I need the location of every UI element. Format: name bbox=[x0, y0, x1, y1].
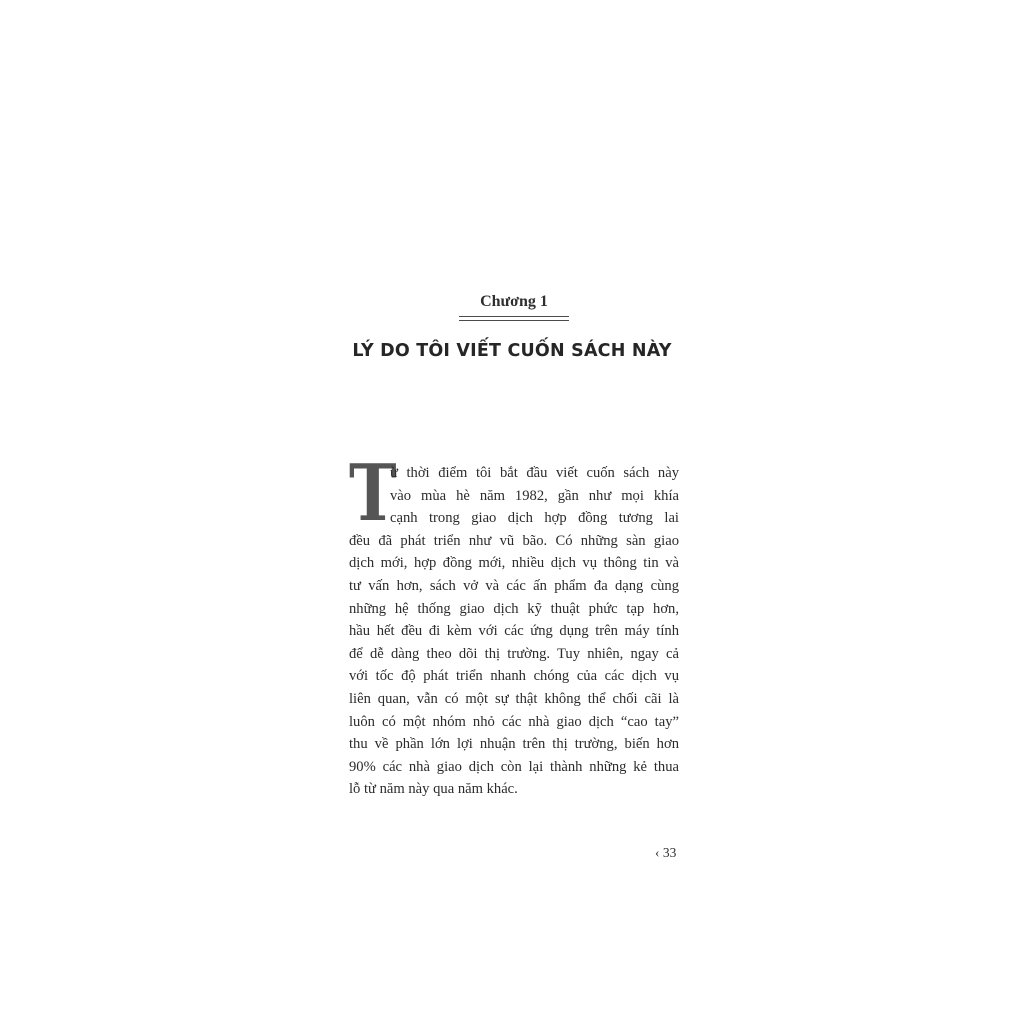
body-line: tư vấn hơn, sách vở và các ấn phẩm đa dạng cùng bbox=[349, 577, 679, 594]
body-line: ừ thời điểm tôi bắt đầu viết cuốn sách này bbox=[390, 465, 679, 481]
body-line: cạnh trong giao dịch hợp đồng tương lai bbox=[390, 510, 679, 527]
body-line: hầu hết đều đi kèm với các ứng dụng trên máy tính bbox=[349, 623, 679, 640]
drop-cap: T bbox=[349, 448, 397, 539]
chapter-divider bbox=[459, 316, 569, 321]
body-paragraph bbox=[349, 448, 679, 801]
body-line: những hệ thống giao dịch kỹ thuật phức tạp hơn, bbox=[349, 600, 679, 617]
body-line: để dễ dàng theo dõi thị trường. Tuy nhiên, ngay cả bbox=[349, 645, 679, 662]
body-line: luôn có một nhóm nhỏ các nhà giao dịch “cao tay” bbox=[349, 713, 679, 730]
chapter-label: Chương 1 bbox=[480, 293, 548, 310]
body-line: lỗ từ năm này qua năm khác. bbox=[349, 781, 518, 798]
body-line: thu về phần lớn lợi nhuận trên thị trường, biến hơn bbox=[349, 736, 679, 753]
body-line: với tốc độ phát triển nhanh chóng của các dịch vụ bbox=[349, 668, 679, 685]
body-line: vào mùa hè năm 1982, gần như mọi khía bbox=[390, 487, 679, 504]
chapter-title: LÝ DO TÔI VIẾT CUỐN SÁCH NÀY bbox=[352, 341, 672, 361]
page-number: ‹ 33 bbox=[655, 845, 677, 860]
body-line: 90% các nhà giao dịch còn lại thành những kẻ thua bbox=[349, 758, 679, 775]
body-line: liên quan, vẫn có một sự thật không thể chối cãi là bbox=[349, 690, 679, 707]
body-line: đều đã phát triển như vũ bão. Có những sàn giao bbox=[349, 532, 679, 549]
body-line: dịch mới, hợp đồng mới, nhiều dịch vụ thông tin và bbox=[349, 555, 679, 572]
